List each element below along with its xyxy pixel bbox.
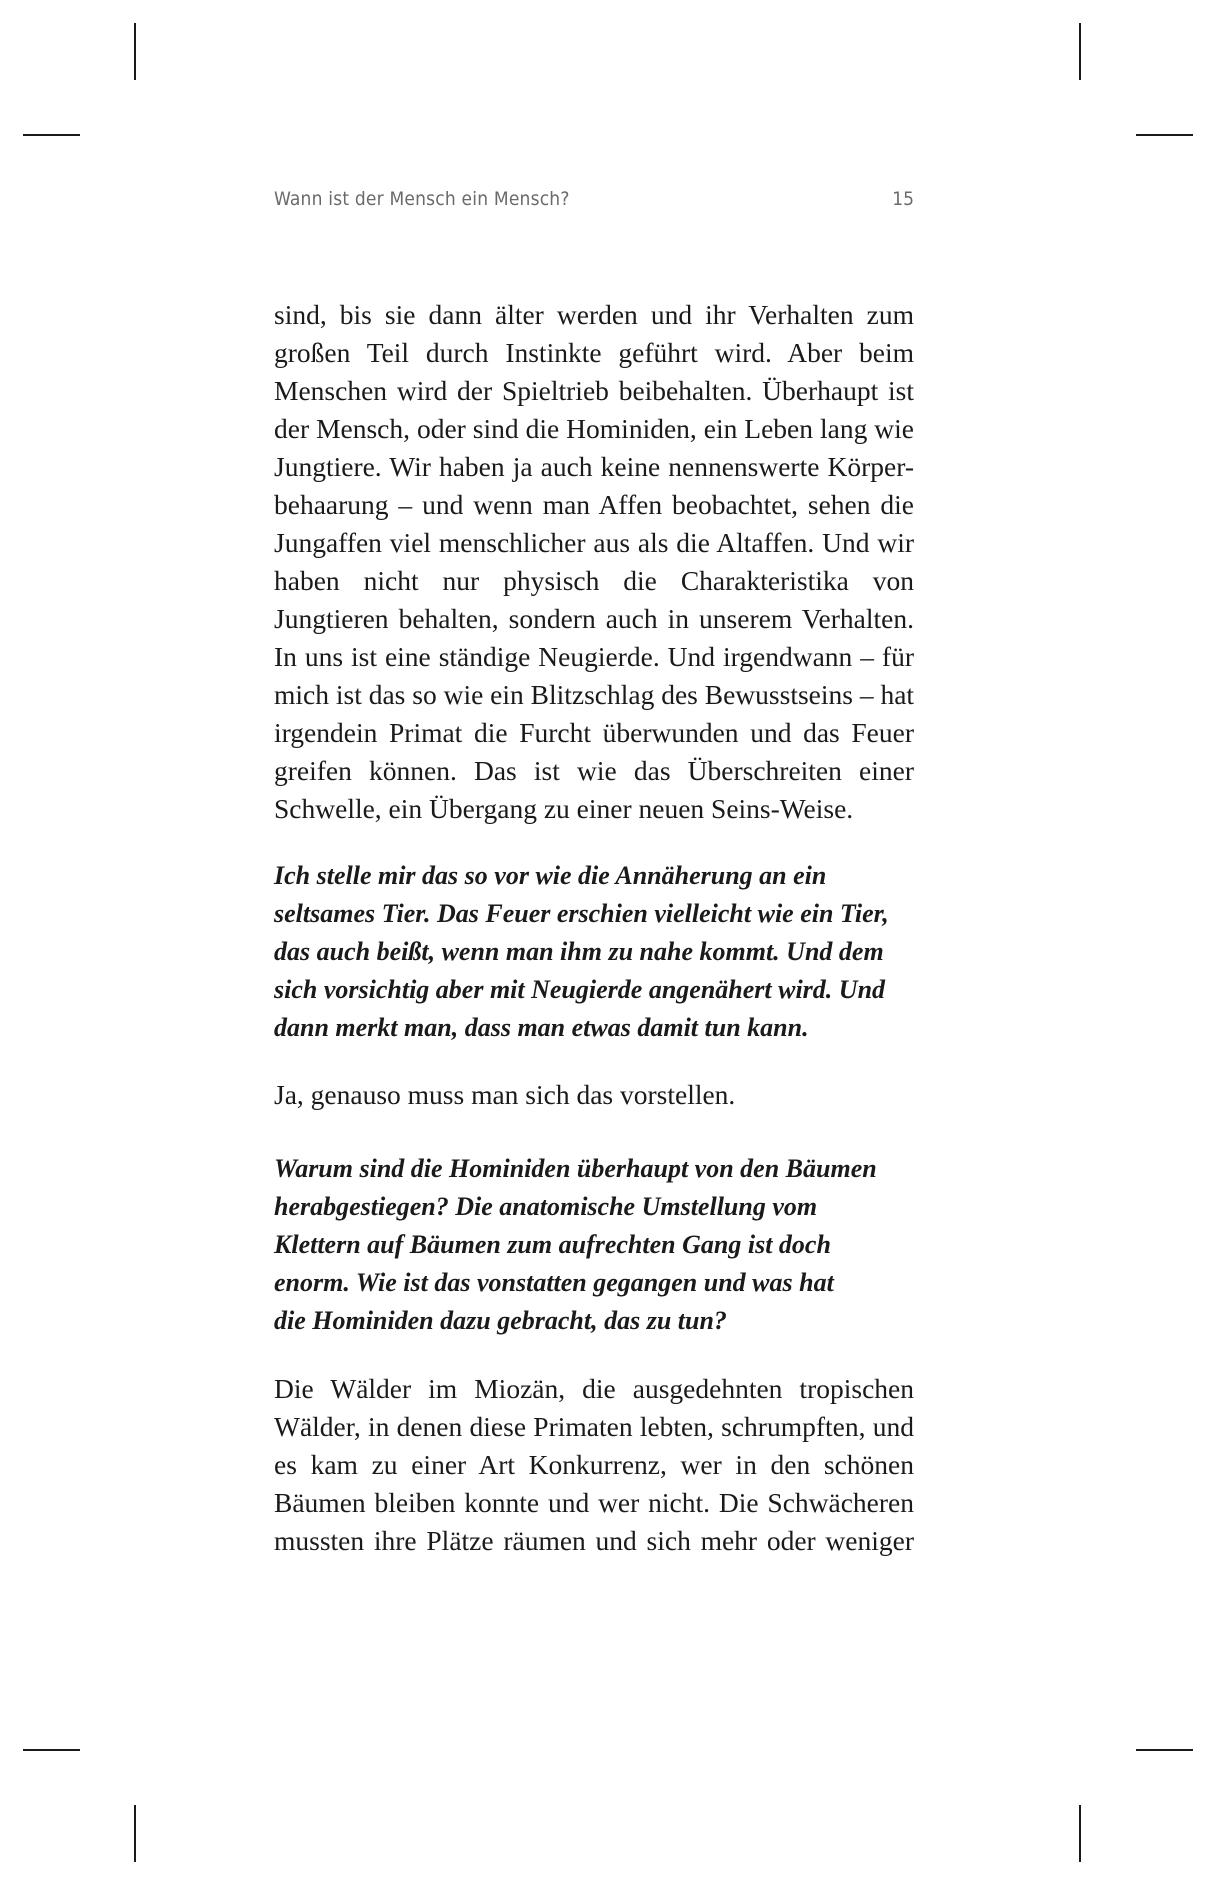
text-line: herabgestiegen? Die anatomische Umstellung vom bbox=[274, 1192, 818, 1221]
text-line: enorm. Wie ist das vonstatten gegangen und was hat bbox=[274, 1268, 834, 1297]
crop-mark-bottom-left-vertical bbox=[134, 1805, 136, 1862]
text-line: großen Teil durch Instinkte geführt wird. Aber beim bbox=[274, 337, 914, 368]
text-line: greifen können. Das ist wie das Überschreiten einer bbox=[274, 755, 914, 786]
text-line: dann merkt man, dass man etwas damit tun kann. bbox=[274, 1013, 809, 1042]
running-header bbox=[274, 188, 914, 216]
text-line: seltsames Tier. Das Feuer erschien vielleicht wie ein Tier, bbox=[274, 899, 889, 928]
text-line: Die Wälder im Miozän, die ausgedehnten tropischen bbox=[274, 1373, 914, 1404]
crop-mark-top-right-horizontal bbox=[1136, 134, 1193, 136]
text-line: irgendein Primat die Furcht überwunden und das Feuer bbox=[274, 717, 914, 748]
crop-mark-top-left-horizontal bbox=[23, 134, 80, 136]
text-line: behaarung – und wenn man Affen beobachtet, sehen die bbox=[274, 489, 914, 520]
running-title: Wann ist der Mensch ein Mensch? bbox=[274, 188, 570, 210]
text-line: Jungaffen viel menschlicher aus als die Altaffen. Und wir bbox=[274, 527, 914, 558]
text-line: Jungtiere. Wir haben ja auch keine nennenswerte Körper- bbox=[274, 451, 914, 482]
text-line: haben nicht nur physisch die Charakteristika von bbox=[274, 565, 914, 596]
text-line: sind, bis sie dann älter werden und ihr Verhalten zum bbox=[274, 299, 914, 330]
crop-mark-bottom-left-horizontal bbox=[23, 1749, 80, 1751]
text-line: Jungtieren behalten, sondern auch in unserem Verhalten. bbox=[274, 603, 914, 634]
text-line: der Mensch, oder sind die Hominiden, ein Leben lang wie bbox=[274, 413, 914, 444]
text-line: Schwelle, ein Übergang zu einer neuen Seins-Weise. bbox=[274, 793, 854, 824]
text-line: mich ist das so wie ein Blitzschlag des Bewusstseins – hat bbox=[274, 679, 915, 710]
text-line: die Hominiden dazu gebracht, das zu tun? bbox=[274, 1306, 727, 1335]
text-line: Ja, genauso muss man sich das vorstellen. bbox=[274, 1079, 736, 1110]
text-line: Bäumen bleiben konnte und wer nicht. Die Schwächeren bbox=[274, 1487, 914, 1518]
text-line: mussten ihre Plätze räumen und sich mehr oder weniger bbox=[274, 1525, 914, 1556]
text-line: Warum sind die Hominiden überhaupt von den Bäumen bbox=[274, 1154, 877, 1183]
page-number: 15 bbox=[892, 188, 914, 210]
text-line: Ich stelle mir das so vor wie die Annäherung an ein bbox=[274, 861, 827, 890]
text-line: Wälder, in denen diese Primaten lebten, schrumpften, und bbox=[274, 1411, 914, 1442]
text-line: es kam zu einer Art Konkurrenz, wer in den schönen bbox=[274, 1449, 914, 1480]
crop-mark-top-left-vertical bbox=[134, 23, 136, 80]
crop-mark-bottom-right-vertical bbox=[1079, 1805, 1081, 1862]
crop-mark-top-right-vertical bbox=[1079, 23, 1081, 80]
text-line: sich vorsichtig aber mit Neugierde angenähert wird. Und bbox=[274, 975, 886, 1004]
text-line: das auch beißt, wenn man ihm zu nahe kommt. Und dem bbox=[274, 937, 884, 966]
text-line: Klettern auf Bäumen zum aufrechten Gang ist doch bbox=[274, 1230, 831, 1259]
text-line: In uns ist eine ständige Neugierde. Und irgendwann – für bbox=[274, 641, 914, 672]
text-line: Menschen wird der Spieltrieb beibehalten. Überhaupt ist bbox=[274, 375, 914, 406]
crop-mark-bottom-right-horizontal bbox=[1136, 1749, 1193, 1751]
